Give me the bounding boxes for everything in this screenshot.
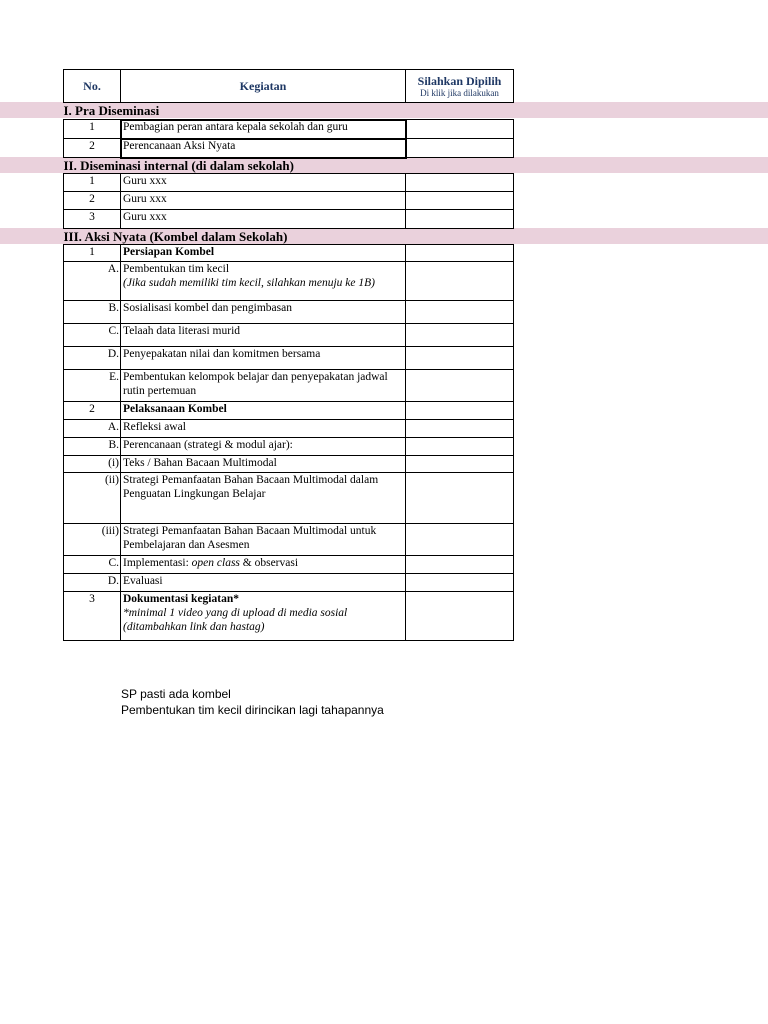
row-checkbox-cell[interactable] (406, 324, 514, 347)
row-number: D. (64, 574, 121, 592)
row-checkbox-cell[interactable] (406, 438, 514, 456)
table-row (64, 301, 514, 324)
section-title: III. Aksi Nyata (Kombel dalam Sekolah) (63, 229, 288, 244)
row-checkbox-cell[interactable] (406, 420, 514, 438)
row-checkbox-cell[interactable] (406, 174, 514, 192)
table-row (64, 556, 514, 574)
row-number: 3 (64, 210, 121, 229)
table-row (64, 592, 514, 641)
row-activity: Teks / Bahan Bacaan Multimodal (121, 456, 406, 473)
row-activity-emphasis: open class (191, 557, 240, 569)
row-number: B. (64, 438, 121, 456)
section-title: I. Pra Diseminasi (63, 103, 160, 118)
row-checkbox-cell[interactable] (406, 192, 514, 210)
row-checkbox-cell[interactable] (406, 574, 514, 592)
row-activity: Telaah data literasi murid (121, 324, 406, 347)
row-activity: Perencanaan Aksi Nyata (121, 139, 406, 158)
row-number: 1 (64, 120, 121, 139)
table-row (64, 574, 514, 592)
row-number: A. (64, 262, 121, 301)
note-line-2: Pembentukan tim kecil dirincikan lagi tahapannya (121, 703, 384, 717)
section-title: II. Diseminasi internal (di dalam sekolah) (63, 158, 294, 173)
table-row (64, 262, 514, 301)
row-checkbox-cell[interactable] (406, 139, 514, 158)
header-pilih-sub: Di klik jika dilakukan (420, 87, 499, 98)
row-activity: Guru xxx (121, 192, 406, 210)
activity-table (63, 69, 514, 641)
row-number: B. (64, 301, 121, 324)
row-number: 2 (64, 402, 121, 420)
table-row (64, 438, 514, 456)
table-row (64, 174, 514, 192)
table-row (64, 139, 514, 158)
row-checkbox-cell[interactable] (406, 473, 514, 524)
row-activity-text: Dokumentasi kegiatan* (123, 593, 239, 605)
row-activity-note: (Jika sudah memiliki tim kecil, silahkan menuju ke 1B) (123, 277, 375, 289)
row-activity (121, 592, 406, 641)
row-checkbox-cell[interactable] (406, 120, 514, 139)
section-pra-diseminasi (64, 103, 514, 120)
row-number: (ii) (64, 473, 121, 524)
row-activity: Refleksi awal (121, 420, 406, 438)
row-activity-note: *minimal 1 video yang di upload di media sosial (ditambahkan link dan hastag) (123, 607, 348, 633)
row-number: 2 (64, 192, 121, 210)
row-checkbox-cell[interactable] (406, 347, 514, 370)
row-number: (iii) (64, 524, 121, 556)
row-activity: Guru xxx (121, 174, 406, 192)
table-row (64, 456, 514, 473)
table-row (64, 402, 514, 420)
row-number: C. (64, 556, 121, 574)
row-number: A. (64, 420, 121, 438)
row-number: C. (64, 324, 121, 347)
row-activity: Strategi Pemanfaatan Bahan Bacaan Multimodal untuk Pembelajaran dan Asesmen (121, 524, 406, 556)
row-checkbox-cell[interactable] (406, 556, 514, 574)
row-checkbox-cell[interactable] (406, 402, 514, 420)
row-activity-text-end: & observasi (239, 557, 299, 569)
row-activity: Sosialisasi kombel dan pengimbasan (121, 301, 406, 324)
section-aksi-nyata (64, 229, 514, 245)
sheet-notes (121, 686, 384, 718)
row-activity: Perencanaan (strategi & modul ajar): (121, 438, 406, 456)
row-activity: Persiapan Kombel (121, 245, 406, 262)
row-checkbox-cell[interactable] (406, 524, 514, 556)
table-header (64, 70, 514, 103)
row-activity: Evaluasi (121, 574, 406, 592)
table-row (64, 473, 514, 524)
row-activity-text: Implementasi: (123, 557, 192, 569)
header-kegiatan: Kegiatan (121, 70, 406, 103)
header-pilih (406, 70, 514, 103)
activity-sheet (63, 69, 513, 641)
table-row (64, 370, 514, 402)
row-checkbox-cell[interactable] (406, 301, 514, 324)
row-number: (i) (64, 456, 121, 473)
row-checkbox-cell[interactable] (406, 370, 514, 402)
row-number: 1 (64, 245, 121, 262)
row-activity: Pelaksanaan Kombel (121, 402, 406, 420)
row-activity: Strategi Pemanfaatan Bahan Bacaan Multimodal dalam Penguatan Lingkungan Belajar (121, 473, 406, 524)
row-number: D. (64, 347, 121, 370)
table-row (64, 347, 514, 370)
table-row (64, 120, 514, 139)
row-activity: Pembentukan kelompok belajar dan penyepakatan jadwal rutin pertemuan (121, 370, 406, 402)
table-row (64, 210, 514, 229)
header-no: No. (64, 70, 121, 103)
row-activity (121, 262, 406, 301)
table-row (64, 324, 514, 347)
row-activity: Penyepakatan nilai dan komitmen bersama (121, 347, 406, 370)
table-row (64, 245, 514, 262)
row-checkbox-cell[interactable] (406, 262, 514, 301)
row-activity-text: Pembentukan tim kecil (123, 263, 230, 275)
row-number: 2 (64, 139, 121, 158)
table-row (64, 192, 514, 210)
row-checkbox-cell[interactable] (406, 592, 514, 641)
row-checkbox-cell[interactable] (406, 210, 514, 229)
row-number: E. (64, 370, 121, 402)
row-checkbox-cell[interactable] (406, 245, 514, 262)
section-diseminasi-internal (64, 158, 514, 174)
row-checkbox-cell[interactable] (406, 456, 514, 473)
row-activity: Guru xxx (121, 210, 406, 229)
header-pilih-label: Silahkan Dipilih (417, 73, 502, 88)
row-number: 3 (64, 592, 121, 641)
table-row (64, 420, 514, 438)
row-activity: Pembagian peran antara kepala sekolah dan guru (121, 120, 406, 139)
note-line-1: SP pasti ada kombel (121, 687, 231, 701)
table-row (64, 524, 514, 556)
row-number: 1 (64, 174, 121, 192)
row-activity (121, 556, 406, 574)
